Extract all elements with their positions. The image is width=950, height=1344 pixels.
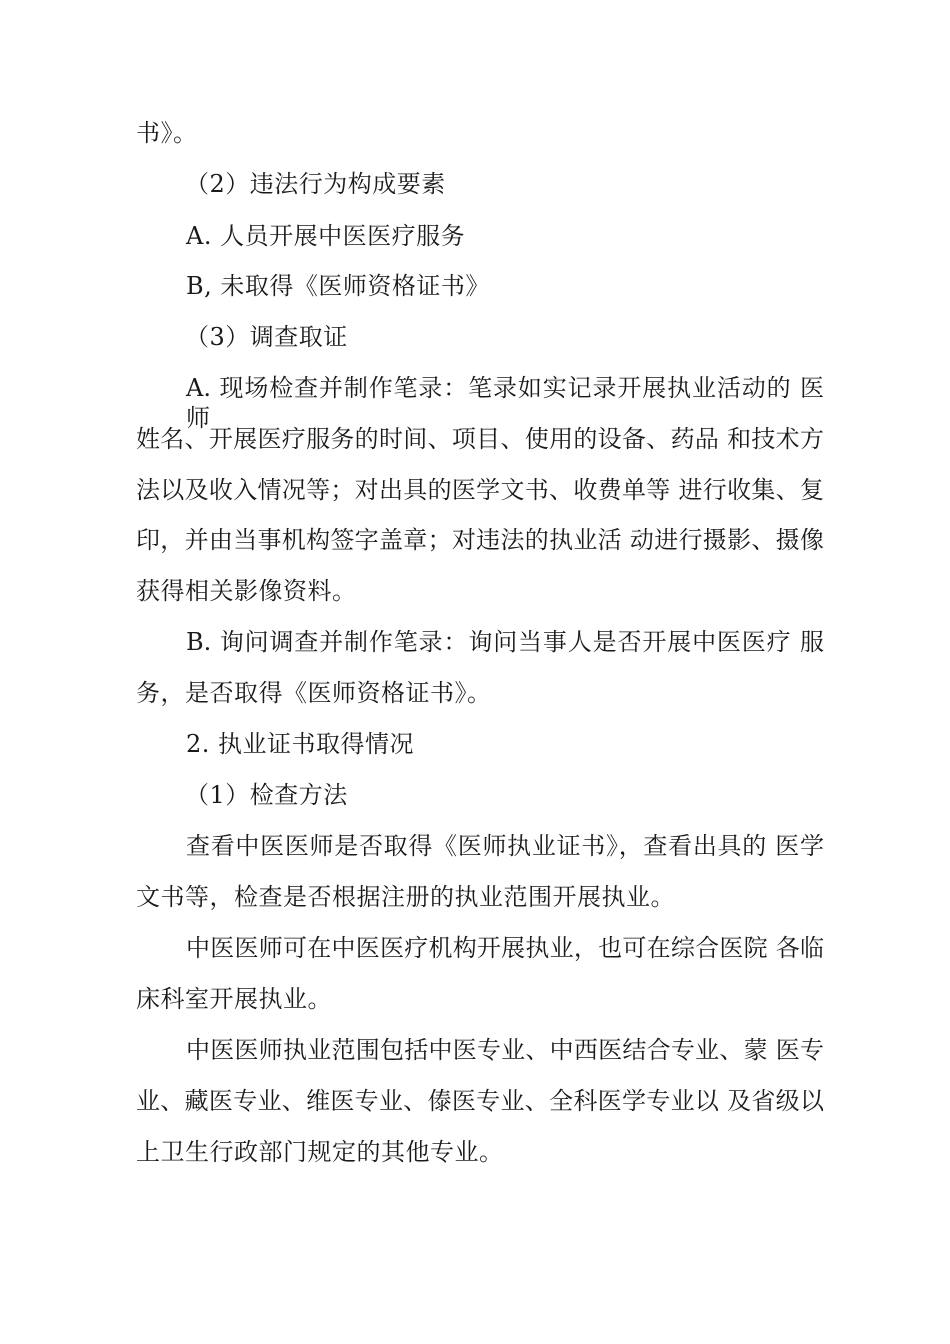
text-line-4: B, 未取得《医师资格证书》 [186,272,490,300]
text-line-15: 查看中医医师是否取得《医师执业证书》，查看出具的 医学 [186,832,824,860]
text-line-9: 印，并由当事机构签字盖章；对违法的执业活 动进行摄影、摄像 [136,526,824,554]
text-line-8: 法以及收入情况等；对出具的医学文书、收费单等 进行收集、复 [136,476,824,504]
text-line-11: B. 询问调查并制作笔录：询问当事人是否开展中医医疗 服 [186,628,824,656]
text-line-21: 上卫生行政部门规定的其他专业。 [136,1138,504,1166]
text-line-12: 务，是否取得《医师资格证书》。 [136,679,492,707]
text-line-13: 2. 执业证书取得情况 [186,730,415,758]
text-line-20: 业、藏医专业、维医专业、傣医专业、全科医学专业以 及省级以 [136,1087,824,1115]
text-line-5: （3）调查取证 [185,323,348,351]
text-line-6: A. 现场检查并制作笔录：笔录如实记录开展执业活动的 医师 [186,374,824,432]
text-line-18: 床科室开展执业。 [136,985,332,1013]
text-line-14: （1）检查方法 [185,781,348,809]
text-line-16: 文书等，检查是否根据注册的执业范围开展执业。 [136,883,675,911]
text-line-2: （2）违法行为构成要素 [185,170,446,198]
text-line-17: 中医医师可在中医医疗机构开展执业，也可在综合医院 各临 [186,934,824,962]
text-line-10: 获得相关影像资料。 [136,577,357,605]
text-line-19: 中医医师执业范围包括中医专业、中西医结合专业、蒙 医专 [186,1036,824,1064]
text-line-1: 书》。 [136,119,198,147]
text-line-7: 姓名、开展医疗服务的时间、项目、使用的设备、药品 和技术方 [136,425,824,453]
text-line-3: A. 人员开展中医医疗服务 [186,222,466,250]
